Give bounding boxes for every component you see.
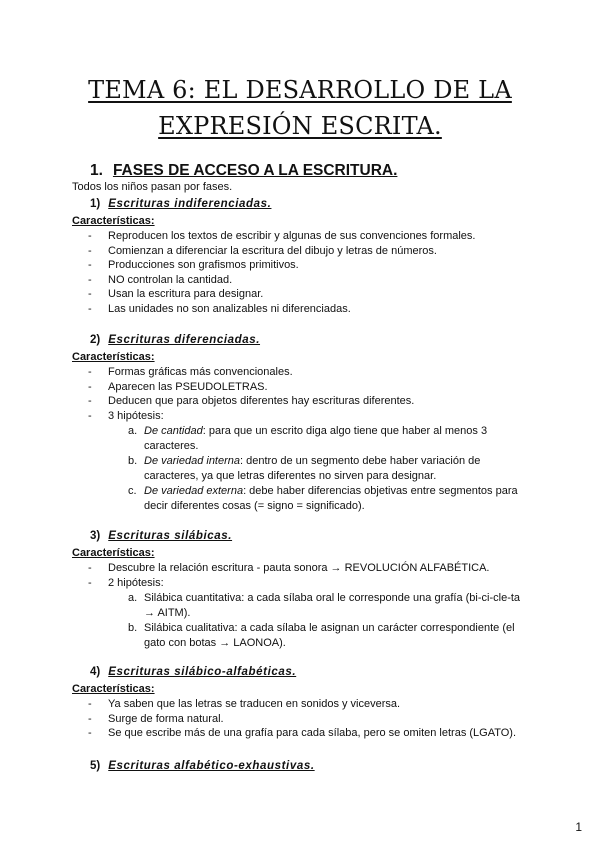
list-item: - NO controlan la cantidad. [88,273,528,288]
hypothesis-item [110,591,528,621]
feature-list [88,561,528,651]
section-number: 1. [90,162,103,179]
subsection-heading [90,334,260,346]
list-item: - Se que escribe más de una grafía para cada sílaba, pero se omiten letras (LGATO). [88,726,528,741]
hypothesis-item [110,621,528,651]
list-item: - Comienzan a diferenciar la escritura del dibujo y letras de números. [88,244,528,259]
subsection-heading [90,760,315,772]
subsection-number: 1) [90,198,101,210]
hypothesis-text: Silábica cualitativa: a cada sílaba le asignan un carácter correspondiente (el gato con botas → LAONOA). [144,622,515,650]
list-item [88,576,528,652]
subsection-title: Escrituras indiferenciadas. [108,198,272,210]
hypothesis-letter: b. [128,622,138,635]
hypothesis-letter: b. [128,455,138,468]
section-heading [90,162,397,180]
subsection-number: 3) [90,530,101,542]
hypothesis-text: : dentro de un segmento debe haber variación de caracteres, ya que letras diferentes no sirven para designar. [144,455,481,483]
caracteristicas-label: Características: [72,683,155,695]
subsection-heading [90,198,271,210]
list-item-text: 2 hipótesis: [108,576,164,589]
list-item: - Aparecen las PSEUDOLETRAS. [88,380,528,395]
caracteristicas-label: Características: [72,547,155,559]
caracteristicas-label: Características: [72,215,155,227]
feature-list [88,697,528,741]
hypothesis-text: : debe haber diferencias objetivas entre segmentos para decir diferentes cosas (= signo = significado). [144,485,518,513]
subsection-title: Escrituras silábicas. [108,530,233,542]
hypothesis-letter: a. [128,425,138,438]
list-item: - Reproducen los textos de escribir y algunas de sus convenciones formales. [88,229,528,244]
subsection-title: Escrituras alfabético-exhaustivas. [108,760,315,772]
list-item: - Usan la escritura para designar. [88,287,528,302]
list-item: - Formas gráficas más convencionales. [88,365,528,380]
list-item: - Descubre la relación escritura - pauta sonora → REVOLUCIÓN ALFABÉTICA. [88,561,528,576]
list-item: - Las unidades no son analizables ni diferenciadas. [88,302,528,317]
hypothesis-list [108,591,528,651]
hypothesis-letter: a. [128,592,138,605]
hypothesis-term: De variedad interna [144,455,241,468]
intro-text: Todos los niños pasan por fases. [72,181,233,193]
feature-list [88,365,528,514]
hypothesis-text: : para que un escrito diga algo tiene que haber al menos 3 caracteres. [144,425,488,453]
hypothesis-item [110,454,528,484]
hypothesis-letter: c. [128,485,137,498]
list-item [88,409,528,515]
subsection-number: 4) [90,666,101,678]
hypothesis-item [110,424,528,454]
list-item: - Ya saben que las letras se traducen en sonidos y viceversa. [88,697,528,712]
subsection-number: 5) [90,760,101,772]
list-item: - Producciones son grafismos primitivos. [88,258,528,273]
page-title-line-2: EXPRESIÓN ESCRITA. [158,112,442,140]
page-title-line-1: TEMA 6: EL DESARROLLO DE LA [88,76,512,104]
caracteristicas-label: Características: [72,351,155,363]
list-item: - Deducen que para objetos diferentes hay escrituras diferentes. [88,394,528,409]
subsection-heading [90,530,232,542]
list-item: - Surge de forma natural. [88,712,528,727]
hypothesis-item [110,484,528,514]
list-item-text: 3 hipótesis: [108,409,164,422]
hypothesis-text: Silábica cuantitativa: a cada sílaba oral le corresponde una grafía (bi-ci-cle-ta → AITM). [144,592,521,620]
hypothesis-list [108,424,528,514]
hypothesis-term: De cantidad [144,425,203,438]
page-number: 1 [575,820,582,834]
section-title: FASES DE ACCESO A LA ESCRITURA. [112,162,398,179]
subsection-title: Escrituras silábico-alfabéticas. [108,666,297,678]
subsection-title: Escrituras diferenciadas. [108,334,261,346]
hypothesis-term: De variedad externa [144,485,244,498]
feature-list [88,229,528,317]
subsection-heading [90,666,296,678]
subsection-number: 2) [90,334,101,346]
